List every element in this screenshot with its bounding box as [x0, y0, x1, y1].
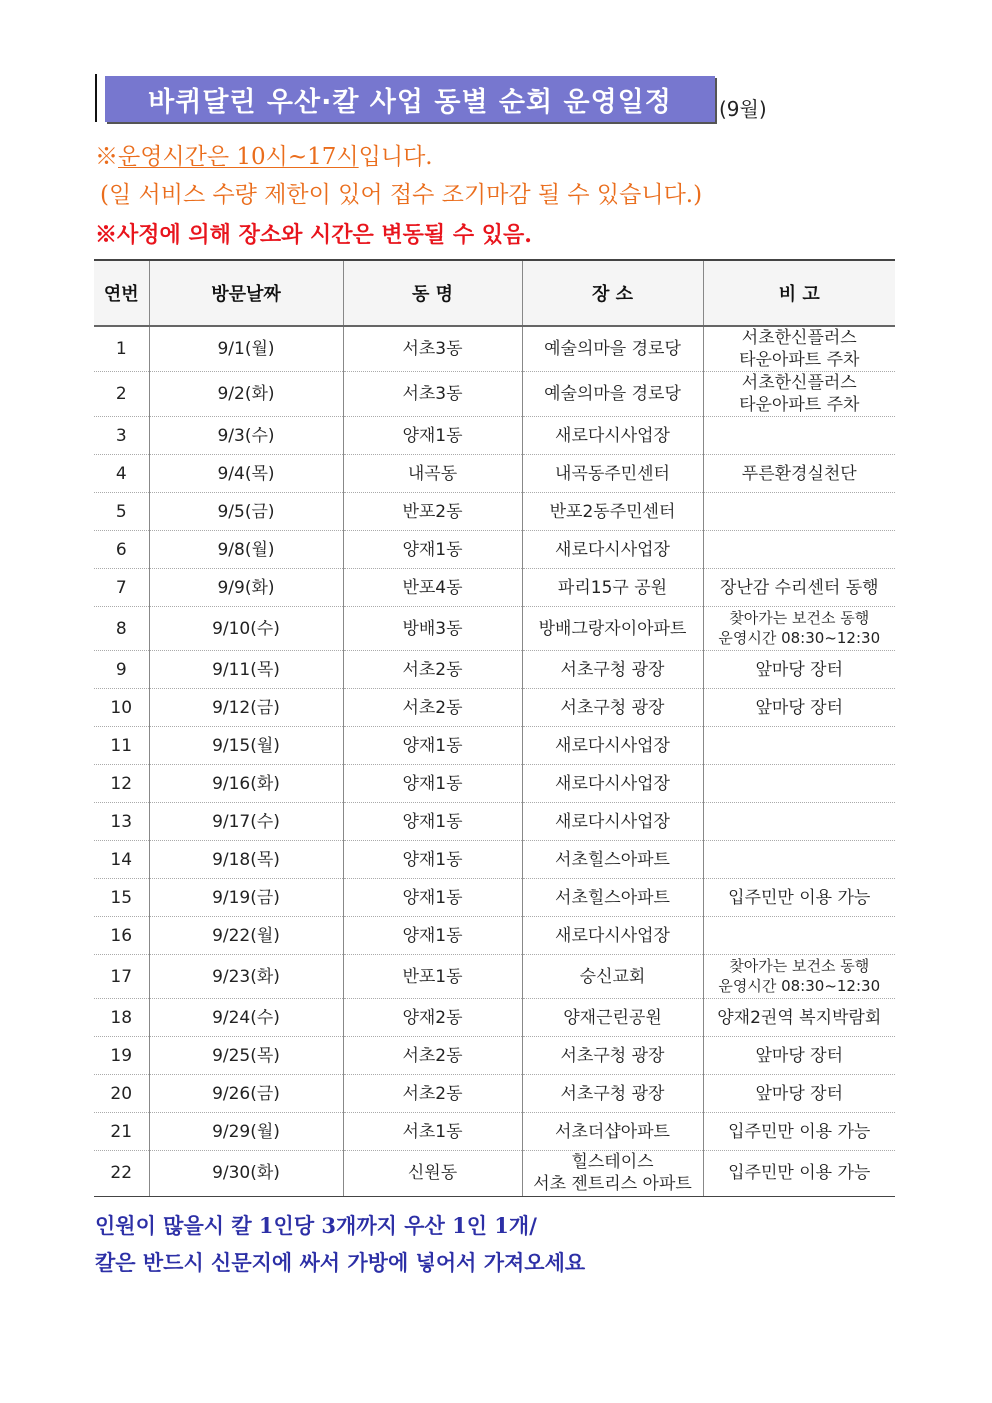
- cell-number: 16: [94, 917, 149, 955]
- table-row: [94, 999, 895, 1037]
- cell-remarks: 양재2권역 복지박람회: [703, 999, 895, 1037]
- cell-date: 9/25(목): [149, 1037, 343, 1075]
- cell-number: 11: [94, 727, 149, 765]
- header-dong: 동 명: [343, 260, 522, 326]
- cell-date: 9/5(금): [149, 493, 343, 531]
- cell-date: 9/12(금): [149, 689, 343, 727]
- note-mark: ※: [95, 144, 118, 170]
- table-row: [94, 607, 895, 651]
- table-row: [94, 955, 895, 999]
- cell-number: 14: [94, 841, 149, 879]
- cell-remarks: [703, 765, 895, 803]
- cell-remarks: [703, 417, 895, 455]
- cell-remarks: 장난감 수리센터 동행: [703, 569, 895, 607]
- table-header-row: [94, 260, 895, 326]
- cell-dong: 양재2동: [343, 999, 522, 1037]
- cell-place: 새로다시사업장: [522, 917, 703, 955]
- cell-date: 9/3(수): [149, 417, 343, 455]
- cell-place: 서초구청 광장: [522, 689, 703, 727]
- cell-remarks: [703, 727, 895, 765]
- cell-place: 서초구청 광장: [522, 1037, 703, 1075]
- cell-number: 2: [94, 372, 149, 417]
- cell-remarks: 앞마당 장터: [703, 651, 895, 689]
- cell-place: 반포2동주민센터: [522, 493, 703, 531]
- cell-remarks: 앞마당 장터: [703, 689, 895, 727]
- cell-date: 9/29(월): [149, 1113, 343, 1151]
- cell-dong: 서초2동: [343, 689, 522, 727]
- cell-remarks: [703, 841, 895, 879]
- cell-place: 서초힐스아파트: [522, 879, 703, 917]
- footer-wrap-note: 칼은 반드시 신문지에 싸서 가방에 넣어서 가져오세요: [95, 1250, 586, 1275]
- header-number: 연번: [94, 260, 149, 326]
- cell-number: 3: [94, 417, 149, 455]
- cell-place: 양재근린공원: [522, 999, 703, 1037]
- cell-place: 방배그랑자이아파트: [522, 607, 703, 651]
- table-row: [94, 1151, 895, 1196]
- cell-place: 힐스테이스 서초 젠트리스 아파트: [522, 1151, 703, 1196]
- table-row: [94, 372, 895, 417]
- cell-remarks: 입주민만 이용 가능: [703, 1113, 895, 1151]
- table-row: [94, 569, 895, 607]
- cell-place: 내곡동주민센터: [522, 455, 703, 493]
- cell-number: 13: [94, 803, 149, 841]
- cell-place: 새로다시사업장: [522, 417, 703, 455]
- cell-dong: 신원동: [343, 1151, 522, 1196]
- cell-date: 9/10(수): [149, 607, 343, 651]
- cell-date: 9/23(화): [149, 955, 343, 999]
- cell-date: 9/8(월): [149, 531, 343, 569]
- table-row: [94, 1037, 895, 1075]
- cell-place: 서초힐스아파트: [522, 841, 703, 879]
- cell-number: 22: [94, 1151, 149, 1196]
- cell-dong: 방배3동: [343, 607, 522, 651]
- cell-date: 9/22(월): [149, 917, 343, 955]
- footer-limit-note: 인원이 많을시 칼 1인당 3개까지 우산 1인 1개/: [95, 1213, 537, 1238]
- cell-number: 6: [94, 531, 149, 569]
- table-row: [94, 455, 895, 493]
- cell-dong: 반포4동: [343, 569, 522, 607]
- cell-number: 5: [94, 493, 149, 531]
- cell-date: 9/17(수): [149, 803, 343, 841]
- table-row: [94, 1113, 895, 1151]
- cell-dong: 서초2동: [343, 1075, 522, 1113]
- title-accent-bar: [95, 74, 97, 122]
- cell-number: 18: [94, 999, 149, 1037]
- cell-dong: 양재1동: [343, 417, 522, 455]
- table-row: [94, 841, 895, 879]
- table-row: [94, 493, 895, 531]
- table-row: [94, 727, 895, 765]
- cell-remarks: 푸른환경실천단: [703, 455, 895, 493]
- cell-remarks: [703, 917, 895, 955]
- cell-remarks: 입주민만 이용 가능: [703, 1151, 895, 1196]
- cell-date: 9/11(목): [149, 651, 343, 689]
- cell-dong: 양재1동: [343, 765, 522, 803]
- cell-date: 9/26(금): [149, 1075, 343, 1113]
- page-title: 바퀴달린 우산·칼 사업 동별 순회 운영일정: [105, 76, 715, 122]
- cell-remarks: 앞마당 장터: [703, 1037, 895, 1075]
- cell-dong: 반포2동: [343, 493, 522, 531]
- cell-date: 9/30(화): [149, 1151, 343, 1196]
- cell-dong: 양재1동: [343, 917, 522, 955]
- cell-place: 서초구청 광장: [522, 651, 703, 689]
- cell-remarks: 서초한신플러스 타운아파트 주차: [703, 372, 895, 417]
- cell-place: 예술의마을 경로당: [522, 326, 703, 372]
- cell-remarks: 찾아가는 보건소 동행 운영시간 08:30~12:30: [703, 955, 895, 999]
- table-row: [94, 689, 895, 727]
- cell-place: 예술의마을 경로당: [522, 372, 703, 417]
- cell-dong: 서초2동: [343, 1037, 522, 1075]
- cell-dong: 양재1동: [343, 531, 522, 569]
- cell-dong: 서초1동: [343, 1113, 522, 1151]
- table-row: [94, 803, 895, 841]
- cell-number: 12: [94, 765, 149, 803]
- cell-number: 7: [94, 569, 149, 607]
- operating-hours-note: [95, 138, 433, 171]
- title-row: [95, 74, 767, 122]
- cell-dong: 서초3동: [343, 372, 522, 417]
- table-row: [94, 765, 895, 803]
- cell-number: 1: [94, 326, 149, 372]
- cell-place: 숭신교회: [522, 955, 703, 999]
- table-row: [94, 417, 895, 455]
- header-place: 장 소: [522, 260, 703, 326]
- cell-number: 20: [94, 1075, 149, 1113]
- cell-date: 9/2(화): [149, 372, 343, 417]
- cell-dong: 양재1동: [343, 727, 522, 765]
- cell-date: 9/9(화): [149, 569, 343, 607]
- cell-dong: 반포1동: [343, 955, 522, 999]
- header-date: 방문날짜: [149, 260, 343, 326]
- header-remarks: 비 고: [703, 260, 895, 326]
- cell-place: 새로다시사업장: [522, 531, 703, 569]
- cell-number: 4: [94, 455, 149, 493]
- cell-dong: 내곡동: [343, 455, 522, 493]
- cell-dong: 양재1동: [343, 841, 522, 879]
- schedule-table: [94, 259, 895, 1197]
- cell-number: 9: [94, 651, 149, 689]
- operating-hours-text: 운영시간은 10시~17시: [118, 144, 359, 170]
- cell-dong: 서초3동: [343, 326, 522, 372]
- table-body: [94, 326, 895, 1196]
- cell-place: 새로다시사업장: [522, 765, 703, 803]
- cell-date: 9/19(금): [149, 879, 343, 917]
- cell-date: 9/16(화): [149, 765, 343, 803]
- table-row: [94, 917, 895, 955]
- table-row: [94, 326, 895, 372]
- cell-remarks: 입주민만 이용 가능: [703, 879, 895, 917]
- cell-place: 새로다시사업장: [522, 803, 703, 841]
- cell-dong: 서초2동: [343, 651, 522, 689]
- cell-remarks: 서초한신플러스 타운아파트 주차: [703, 326, 895, 372]
- change-notice: ※사정에 의해 장소와 시간은 변동될 수 있음.: [95, 222, 532, 248]
- cell-remarks: [703, 493, 895, 531]
- cell-dong: 양재1동: [343, 879, 522, 917]
- cell-date: 9/18(목): [149, 841, 343, 879]
- cell-place: 파리15구 공원: [522, 569, 703, 607]
- cell-number: 19: [94, 1037, 149, 1075]
- quantity-limit-note: (일 서비스 수량 제한이 있어 접수 조기마감 될 수 있습니다.): [100, 182, 703, 208]
- cell-number: 17: [94, 955, 149, 999]
- cell-remarks: 찾아가는 보건소 동행 운영시간 08:30~12:30: [703, 607, 895, 651]
- cell-number: 10: [94, 689, 149, 727]
- table-row: [94, 1075, 895, 1113]
- cell-place: 새로다시사업장: [522, 727, 703, 765]
- cell-number: 8: [94, 607, 149, 651]
- table-row: [94, 651, 895, 689]
- cell-place: 서초더샵아파트: [522, 1113, 703, 1151]
- table-row: [94, 531, 895, 569]
- cell-remarks: [703, 531, 895, 569]
- cell-place: 서초구청 광장: [522, 1075, 703, 1113]
- table-row: [94, 879, 895, 917]
- cell-number: 21: [94, 1113, 149, 1151]
- cell-dong: 양재1동: [343, 803, 522, 841]
- cell-date: 9/24(수): [149, 999, 343, 1037]
- cell-remarks: [703, 803, 895, 841]
- cell-date: 9/4(목): [149, 455, 343, 493]
- cell-number: 15: [94, 879, 149, 917]
- operating-hours-suffix: 입니다.: [358, 144, 433, 170]
- cell-date: 9/1(월): [149, 326, 343, 372]
- title-month: (9월): [719, 97, 767, 121]
- cell-remarks: 앞마당 장터: [703, 1075, 895, 1113]
- cell-date: 9/15(월): [149, 727, 343, 765]
